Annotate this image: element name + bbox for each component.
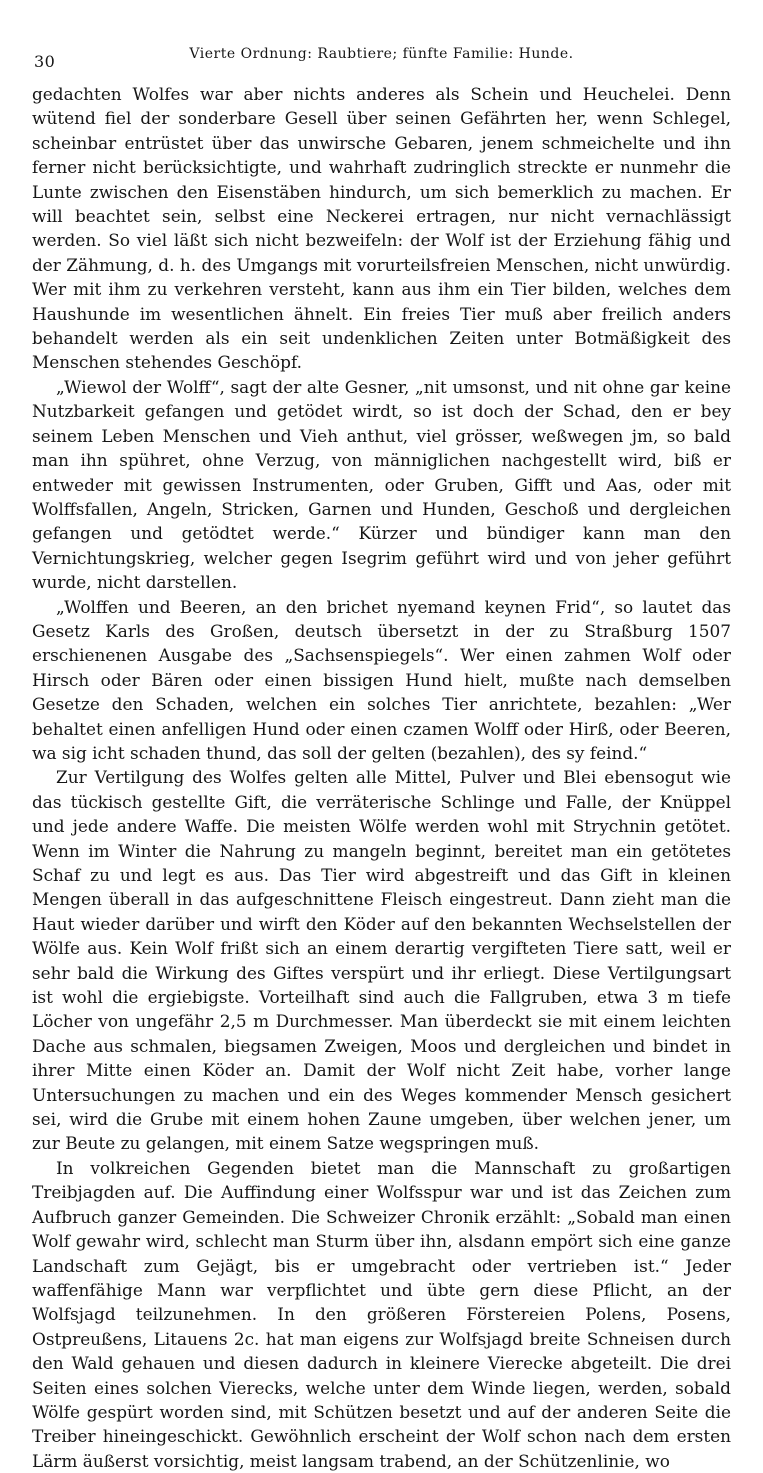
page-number: 30 — [34, 52, 56, 71]
running-title: Vierte Ordnung: Raubtiere; fünfte Familie: Hunde. — [189, 46, 574, 62]
paragraph-continuation: gedachten Wolfes war aber nichts anderes als Schein und Heuchelei. Denn wütend fiel der sonderbare Gesell über seinen Gefährten her, wenn Schlegel, scheinbar entrüstet über das unwirsche Gebaren, jenem schmeichelte und ihn ferner nicht berücksichtigte, und wahrhaft zudringlich streckte er nunmehr die Lunte zwischen den Eisenstäben hindurch, um sich bemerklich zu machen. Er will beachtet sein, selbst eine Neckerei ertragen, nur nicht vernachlässigt werden. So viel läßt sich nicht bezweifeln: der Wolf ist der Erziehung fähig und der Zähmung, d. h. des Umgangs mit vorurteilsfreien Menschen, nicht unwürdig. Wer mit ihm zu verkehren versteht, kann aus ihm ein Tier bilden, welches dem Haushunde im wesentlichen ähnelt. Ein freies Tier muß aber freilich anders behandelt werden als ein seit undenklichen Zeiten unter Botmäßigkeit des Menschen stehendes Geschöpf. — [32, 84, 731, 373]
page-header — [32, 44, 731, 74]
paragraph-extermination-methods: Zur Vertilgung des Wolfes gelten alle Mittel, Pulver und Blei ebensogut wie das tückisch gestellte Gift, die verräterische Schlinge und Falle, der Knüppel und jede andere Waffe. Die meisten Wölfe werden wohl mit Strychnin getötet. Wenn im Winter die Nahrung zu mangeln beginnt, bereitet man ein getötetes Schaf zu und legt es aus. Das Tier wird abgestreift und das Gift in kleinen Mengen überall in das aufgeschnittene Fleisch eingestreut. Dann zieht man die Haut wieder darüber und wirft den Köder auf den bekannten Wechselstellen der Wölfe aus. Kein Wolf frißt sich an einem derartig vergifteten Tiere satt, weil er sehr bald die Wirkung des Giftes verspürt und ihr erliegt. Diese Vertilgungsart ist wohl die ergiebigste. Vorteilhaft sind auch die Fallgruben, etwa 3 m tiefe Löcher von ungefähr 2,5 m Durchmesser. Man überdeckt sie mit einem leichten Dache aus schmalen, biegsamen Zweigen, Moos und dergleichen und bindet in ihrer Mitte einen Köder an. Damit der Wolf nicht Zeit habe, vorher lange Untersuchungen zu machen und ein des Weges kommender Mensch gesichert sei, wird die Grube mit einem hohen Zaune umgeben, über welchen jener, um zur Beute zu gelangen, mit einem Satze wegspringen muß. — [32, 767, 731, 1154]
paragraph-gesner-quote: „Wiewol der Wolff“, sagt der alte Gesner, „nit umsonst, und nit ohne gar keine Nutzbarkeit gefangen und getödet wirdt, so ist doch der Schad, den er bey seinem Leben Menschen und Vieh anthut, viel grösser, weßwegen jm, so bald man ihn spühret, ohne Verzug, von männiglichen nachgestellt wird, biß er entweder mit gewissen Instrumenten, oder Gruben, Gifft und Aas, oder mit Wolffsfallen, Angeln, Stricken, Garnen und Hunden, Geschoß und dergleichen gefangen und getödtet werde.“ Kürzer und bündiger kann man den Vernichtungskrieg, welcher gegen Isegrim geführt wird und von jeher geführt wurde, nicht darstellen. — [32, 376, 731, 593]
body-text — [32, 82, 731, 1473]
paragraph-law-of-charles: „Wolffen und Beeren, an den brichet nyemand keynen Frid“, so lautet das Gesetz Karls des Großen, deutsch übersetzt in der zu Straßburg 1507 erschienenen Ausgabe des „Sachsenspiegels“. Wer einen zahmen Wolf oder Hirsch oder Bären oder einen bissigen Hund hielt, mußte nach demselben Gesetze den Schaden, welchen ein solches Tier anrichtete, bezahlen: „Wer behaltet einen anfelligen Hund oder einen czamen Wolff oder Hirß, oder Beeren, wa sig icht schaden thund, das soll der gelten (bezahlen), des sy feind.“ — [32, 596, 731, 763]
paragraph-drive-hunts: In volkreichen Gegenden bietet man die Mannschaft zu großartigen Treibjagden auf. Die Auffindung einer Wolfsspur war und ist das Zeichen zum Aufbruch ganzer Gemeinden. Die Schweizer Chronik erzählt: „Sobald man einen Wolf gewahr wird, schlecht man Sturm über ihn, alsdann empört sich eine ganze Landschaft zum Gejägt, bis er umgebracht oder vertrieben ist.“ Jeder waffenfähige Mann war verpflichtet und übte gern diese Pflicht, an der Wolfsjagd teilzunehmen. In den größeren Förstereien Polens, Posens, Ostpreußens, Litauens 2c. hat man eigens zur Wolfsjagd breite Schneisen durch den Wald gehauen und diesen dadurch in kleinere Vierecke abgeteilt. Die drei Seiten eines solchen Vierecks, welche unter dem Winde liegen, werden, sobald Wölfe gespürt worden sind, mit Schützen besetzt und auf der anderen Seite die Treiber hineingeschickt. Gewöhnlich erscheint der Wolf schon nach dem ersten Lärm äußerst vorsichtig, meist langsam trabend, an der Schützenlinie, wo — [32, 1157, 731, 1471]
